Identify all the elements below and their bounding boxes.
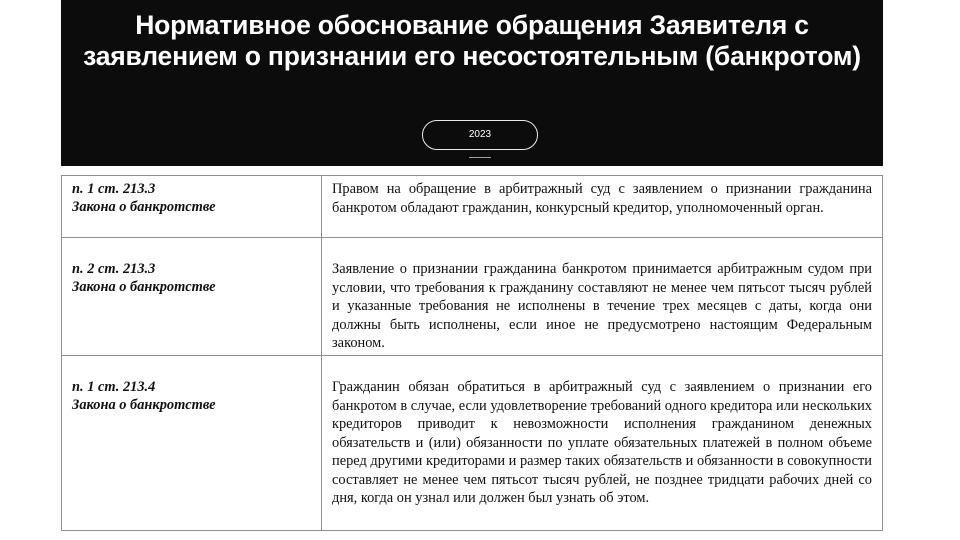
law-name: Закона о банкротстве <box>72 397 216 413</box>
article-reference: п. 1 ст. 213.3 <box>72 181 156 197</box>
law-name: Закона о банкротстве <box>72 279 216 295</box>
law-table <box>61 175 883 531</box>
divider <box>469 157 491 158</box>
article-reference: п. 2 ст. 213.3 <box>72 261 156 277</box>
law-reference <box>62 176 322 238</box>
table-row <box>62 238 883 356</box>
law-text: Правом на обращение в арбитражный суд с заявлением о признании гражданина банкротом обладают гражданин, конкурсный кредитор, уполномоченный орган. <box>322 176 883 238</box>
law-text: Заявление о признании гражданина банкротом принимается арбитражным судом при условии, что требования к гражданину составляют не менее чем пятьсот тысяч рублей и указанные требования не исполнены в течение трех месяцев с даты, когда они должны быть исполнены, если иное не предусмотрено настоящим Федеральным законом. <box>322 238 883 356</box>
article-reference: п. 1 ст. 213.4 <box>72 379 156 395</box>
law-name: Закона о банкротстве <box>72 199 216 215</box>
law-reference <box>62 238 322 356</box>
table-row <box>62 356 883 531</box>
law-reference <box>62 356 322 531</box>
year-badge: 2023 <box>422 120 538 150</box>
law-text: Гражданин обязан обратиться в арбитражный суд с заявлением о признании его банкротом в случае, если удовлетворение требований одного кредитора или нескольких кредиторов приводит к невозможности исполнения гражданином денежных обязательств и (или) обязанности по уплате обязательных платежей в полном объеме перед другими кредиторами и размер таких обязательств и обязанности в совокупности составляет не менее чем пятьсот тысяч рублей, не позднее тридцати рабочих дней со дня, когда он узнал или должен был узнать об этом. <box>322 356 883 531</box>
title-banner <box>61 0 883 166</box>
slide-title: Нормативное обоснование обращения Заявителя с заявлением о признании его несостоятельным (банкротом) <box>83 10 861 71</box>
table-row <box>62 176 883 238</box>
